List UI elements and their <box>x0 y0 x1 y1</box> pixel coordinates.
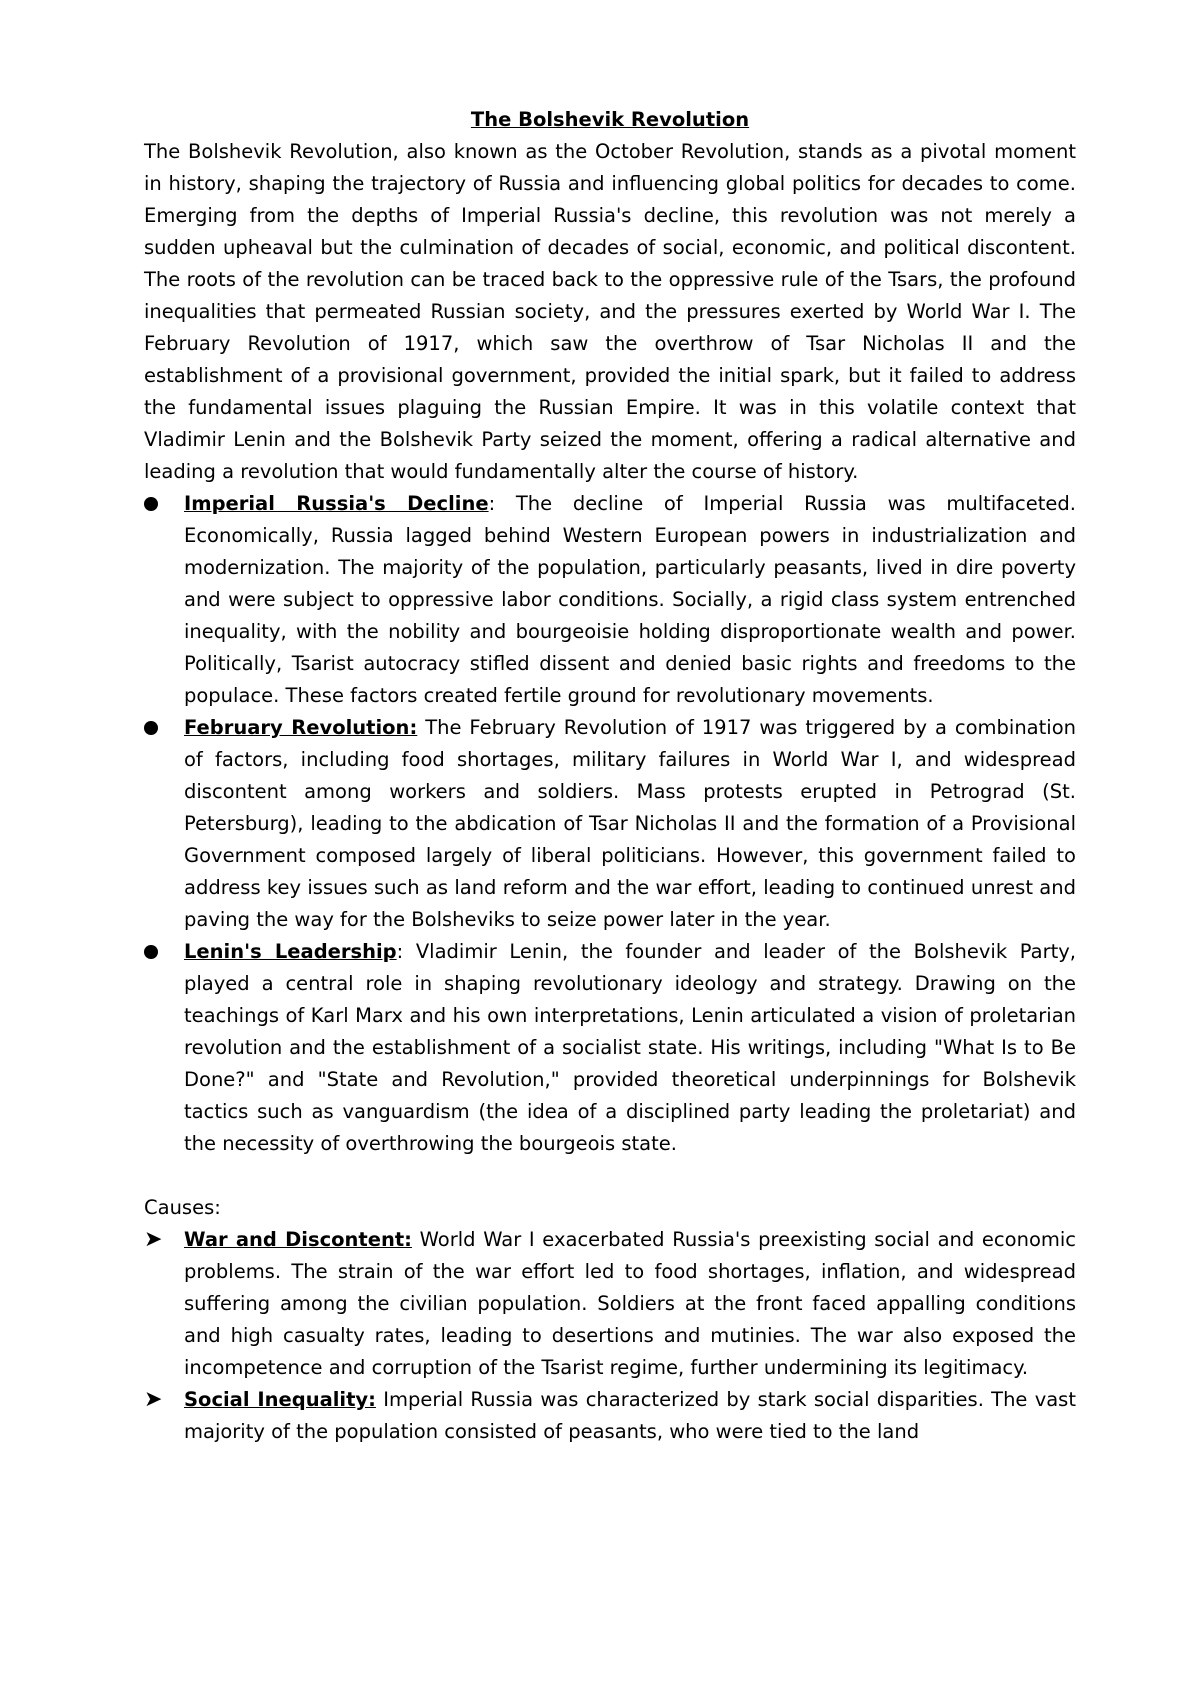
list-item-text: World War I exacerbated Russia's preexisting social and economic problems. The strain of the war effort led to food shortages, inflation, and widespread suffering among the civilian population. Soldiers at the front faced appalling conditions and high casualty rates, leading to desertions and mutinies. The war also exposed the incompetence and corruption of the Tsarist regime, further undermining its legitimacy. <box>184 1228 1077 1379</box>
list-item-term: War and Discontent: <box>184 1228 412 1251</box>
bullet-list <box>144 488 1076 1160</box>
arrow-bullet-icon: ➤ <box>144 1227 163 1252</box>
list-item-term: February Revolution: <box>184 716 418 739</box>
document-body <box>144 104 1076 1448</box>
list-item-text: The decline of Imperial Russia was multifaceted. Economically, Russia lagged behind Western European powers in industrialization and modernization. The majority of the population, particularly peasants, lived in dire poverty and were subject to oppressive labor conditions. Socially, a rigid class system entrenched inequality, with the nobility and bourgeoisie holding disproportionate wealth and power. Politically, Tsarist autocracy stifled dissent and denied basic rights and freedoms to the populace. These factors created fertile ground for revolutionary movements. <box>184 492 1076 707</box>
list-item <box>144 1224 1076 1384</box>
list-item-term: Social Inequality: <box>184 1388 376 1411</box>
list-item <box>144 936 1076 1160</box>
list-item <box>144 1384 1076 1448</box>
arrow-bullet-icon: ➤ <box>144 1387 163 1412</box>
list-item <box>144 712 1076 936</box>
causes-heading: Causes: <box>144 1196 221 1219</box>
bullet-icon <box>144 936 184 969</box>
spacer <box>144 1160 1076 1192</box>
list-item-text: Vladimir Lenin, the founder and leader of the Bolshevik Party, played a central role in shaping revolutionary ideology and strategy. Drawing on the teachings of Karl Marx and his own interpretations, Lenin articulated a vision of proletarian revolution and the establishment of a socialist state. His writings, including "What Is to Be Done?" and "State and Revolution," provided theoretical underpinnings for Bolshevik tactics such as vanguardism (the idea of a disciplined party leading the proletariat) and the necessity of overthrowing the bourgeois state. <box>184 940 1076 1155</box>
list-item-separator: : <box>488 492 496 515</box>
bullet-icon <box>144 488 184 521</box>
document-title: The Bolshevik Revolution <box>470 108 750 131</box>
list-item-text: Imperial Russia was characterized by stark social disparities. The vast majority of the population consisted of peasants, who were tied to the land <box>184 1388 1076 1443</box>
bullet-icon <box>144 712 184 745</box>
list-item-separator: : <box>396 940 404 963</box>
causes-list <box>144 1224 1076 1448</box>
list-item-term: Imperial Russia's Decline <box>184 492 489 515</box>
list-item <box>144 488 1076 712</box>
list-item-term: Lenin's Leadership <box>184 940 397 963</box>
list-item-text: The February Revolution of 1917 was triggered by a combination of factors, including food shortages, military failures in World War I, and widespread discontent among workers and soldiers. Mass protests erupted in Petrograd (St. Petersburg), leading to the abdication of Tsar Nicholas II and the formation of a Provisional Government composed largely of liberal politicians. However, this government failed to address key issues such as land reform and the war effort, leading to continued unrest and paving the way for the Bolsheviks to seize power later in the year. <box>184 716 1076 931</box>
intro-paragraph: The Bolshevik Revolution, also known as the October Revolution, stands as a pivotal moment in history, shaping the trajectory of Russia and influencing global politics for decades to come. Emerging from the depths of Imperial Russia's decline, this revolution was not merely a sudden upheaval but the culmination of decades of social, economic, and political discontent. The roots of the revolution can be traced back to the oppressive rule of the Tsars, the profound inequalities that permeated Russian society, and the pressures exerted by World War I. The February Revolution of 1917, which saw the overthrow of Tsar Nicholas II and the establishment of a provisional government, provided the initial spark, but it failed to address the fundamental issues plaguing the Russian Empire. It was in this volatile context that Vladimir Lenin and the Bolshevik Party seized the moment, offering a radical alternative and leading a revolution that would fundamentally alter the course of history. <box>144 140 1076 483</box>
